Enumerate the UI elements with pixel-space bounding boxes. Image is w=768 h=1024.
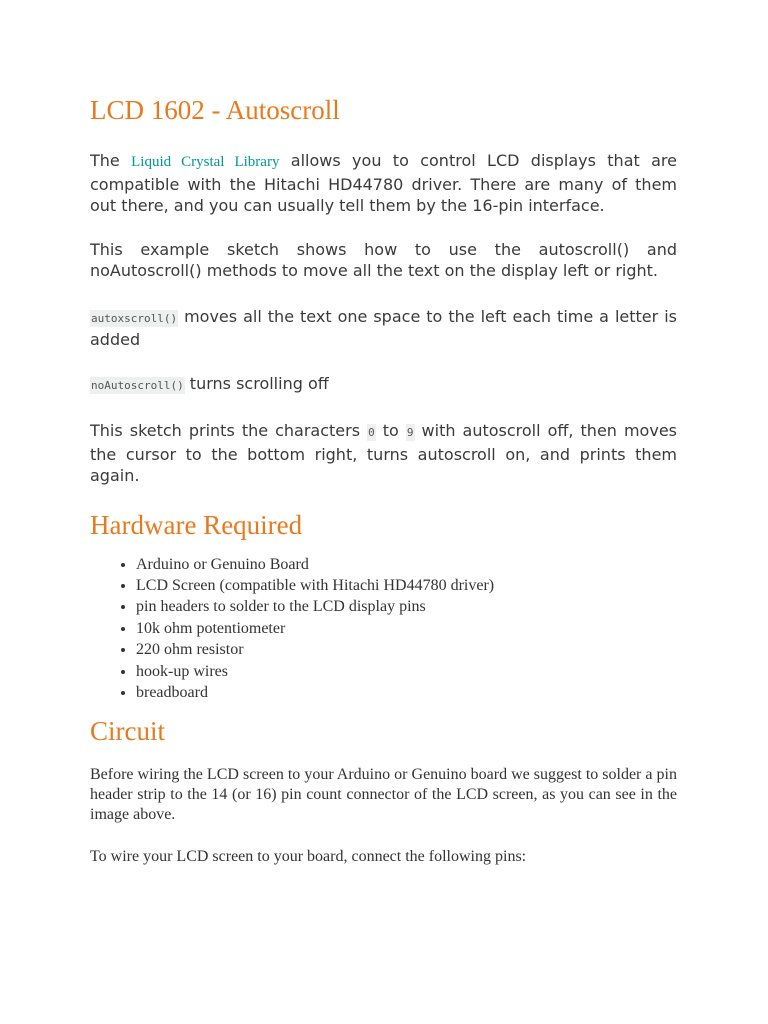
noautoscroll-code: noAutoscroll() — [91, 378, 184, 392]
page-title: LCD 1602 - Autoscroll — [90, 95, 340, 125]
list-item: • Arduino or Genuino Board — [136, 554, 677, 575]
liquid-crystal-library-link[interactable]: Liquid Crystal Library — [131, 154, 280, 170]
hardware-heading: Hardware Required — [90, 509, 303, 540]
list-item: • LCD Screen (compatible with Hitachi HD44780 driver) — [136, 575, 677, 596]
intro-prefix: The — [90, 151, 132, 170]
hardware-list — [90, 554, 677, 704]
autoscroll-description: moves all the text one space to the left each time a letter is added — [90, 306, 677, 349]
autoscroll-paragraph — [90, 306, 677, 351]
list-item: • hook-up wires — [136, 661, 677, 682]
circuit-paragraph-1: Before wiring the LCD screen to your Arduino or Genuino board we suggest to solder a pin header strip to the 14 (or 16) pin count connector of the LCD screen, as you can see in the image above. — [90, 766, 677, 824]
circuit-heading: Circuit — [90, 716, 165, 747]
intro-suffix: allows you to control LCD displays that are compatible with the Hitachi HD44780 driver. There are many of them out there, and you can usually tell them by the 16-pin interface. — [90, 151, 678, 215]
char-0-code: 0 — [368, 426, 375, 439]
sketch-text-2: to — [375, 421, 406, 440]
list-item: • breadboard — [136, 682, 677, 703]
sketch-text-1: This sketch prints the characters — [90, 421, 368, 440]
list-item: • 220 ohm resistor — [136, 639, 677, 660]
sketch-paragraph — [90, 420, 677, 487]
list-item: • pin headers to solder to the LCD display pins — [136, 596, 677, 617]
circuit-paragraph-2: To wire your LCD screen to your board, connect the following pins: — [90, 848, 527, 866]
noautoscroll-description: turns scrolling off — [184, 373, 329, 393]
char-9-code: 9 — [406, 426, 414, 439]
autoscroll-code: autoxscroll() — [91, 311, 178, 325]
example-paragraph: This example sketch shows how to use the autoscroll() and noAutoscroll() methods to move all the text on the display left or right. — [90, 239, 677, 280]
list-item: • 10k ohm potentiometer — [136, 618, 677, 639]
noautoscroll-paragraph — [90, 373, 677, 397]
intro-paragraph — [90, 150, 677, 217]
article-content — [90, 92, 677, 867]
sketch-text-3: with autoscroll off, then moves the cursor to the bottom right, turns autoscroll on, and prints them again. — [90, 421, 677, 485]
